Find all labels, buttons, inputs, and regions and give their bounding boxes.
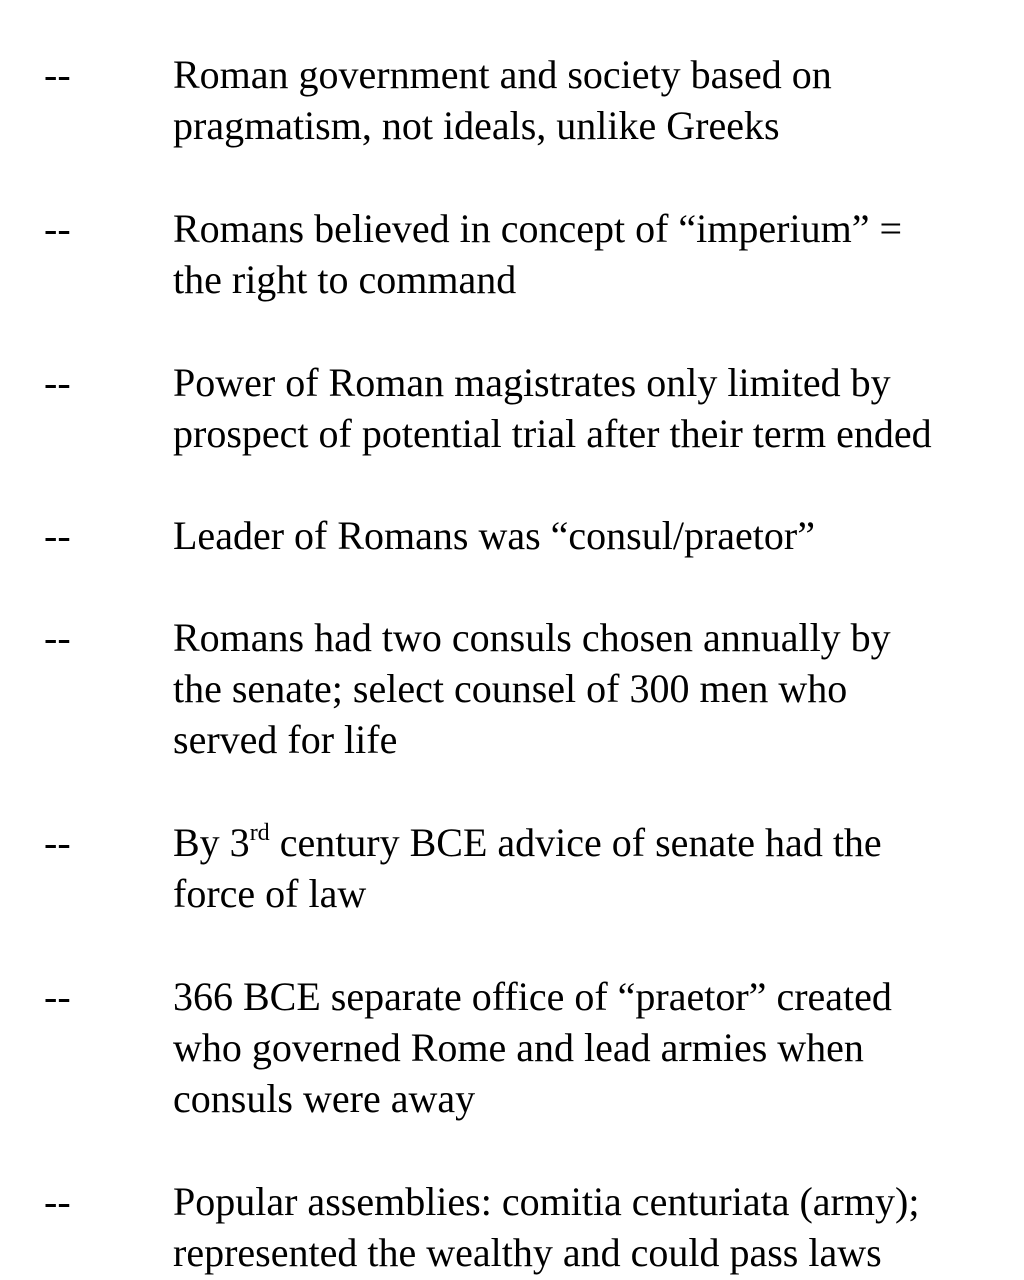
note-line — [173, 817, 1018, 868]
note-line: represented the wealthy and could pass laws — [173, 1230, 882, 1275]
note-line: the right to command — [173, 257, 517, 302]
note-line: force of law — [173, 871, 367, 916]
note-text — [173, 971, 1018, 1124]
note-line: Romans had two consuls chosen annually by — [173, 615, 891, 660]
note-text — [173, 49, 1018, 151]
note-line: Leader of Romans was “consul/praetor” — [173, 513, 815, 558]
note-line: consuls were away — [173, 1076, 476, 1121]
note-line: prospect of potential trial after their term ended — [173, 411, 932, 456]
note-line-suffix: century BCE advice of senate had the — [269, 820, 882, 865]
note-text — [173, 510, 1018, 561]
note-line: Power of Roman magistrates only limited by — [173, 360, 891, 405]
note-line-prefix: By 3 — [173, 820, 250, 865]
note-line: Romans believed in concept of “imperium” = — [173, 206, 903, 251]
bullet-dash: -- — [44, 615, 71, 660]
note-line: who governed Rome and lead armies when — [173, 1025, 864, 1070]
note-line: served for life — [173, 717, 398, 762]
bullet-dash: -- — [44, 206, 71, 251]
bullet-dash: -- — [44, 52, 71, 97]
bullet-dash: -- — [44, 820, 71, 865]
note-line: pragmatism, not ideals, unlike Greeks — [173, 103, 780, 148]
note-line: the senate; select counsel of 300 men who — [173, 666, 848, 711]
note-text — [173, 817, 1018, 919]
note-text — [173, 1176, 1018, 1278]
bullet-dash: -- — [44, 513, 71, 558]
note-text — [173, 612, 1018, 765]
bullet-dash: -- — [44, 1179, 71, 1224]
note-line: Popular assemblies: comitia centuriata (army); — [173, 1179, 920, 1224]
bullet-dash: -- — [44, 974, 71, 1019]
ordinal-superscript: rd — [249, 819, 270, 846]
note-text — [173, 203, 1018, 305]
bullet-dash: -- — [44, 360, 71, 405]
note-line: Roman government and society based on — [173, 52, 832, 97]
note-text — [173, 357, 1018, 459]
note-line: 366 BCE separate office of “praetor” created — [173, 974, 892, 1019]
